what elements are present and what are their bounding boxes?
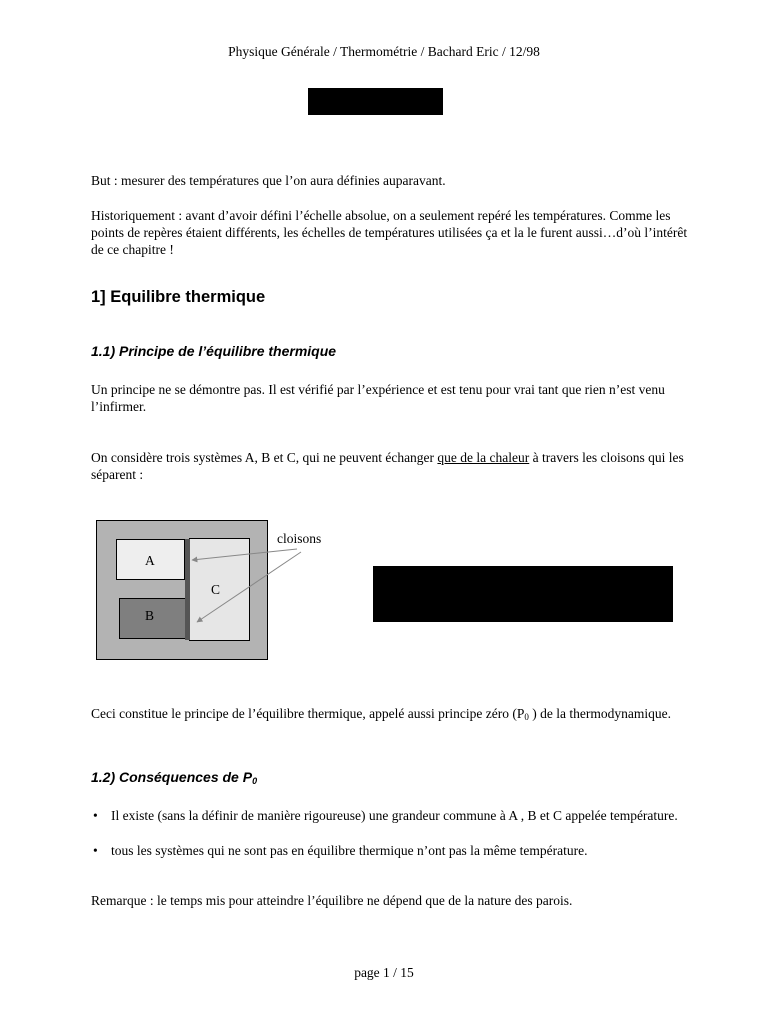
remark-paragraph: Remarque : le temps mis pour atteindre l’équilibre ne dépend que de la nature des parois. — [91, 893, 573, 908]
subscript-zero: 0 — [524, 712, 529, 722]
partition-wall — [185, 539, 190, 640]
bullet-icon: • — [93, 808, 98, 823]
list-item-text: Il existe (sans la définir de manière rigoureuse) une grandeur commune à A , B et C appelée température. — [111, 808, 678, 823]
underlined-phrase: que de la chaleur — [437, 450, 530, 465]
list-item — [91, 842, 691, 859]
consequences-list — [91, 807, 691, 859]
purpose-paragraph: But : mesurer des températures que l’on aura définies auparavant. — [91, 173, 446, 188]
section-heading: 1] Equilibre thermique — [91, 288, 266, 306]
subsection-heading-principle: 1.1) Principe de l’équilibre thermique — [91, 343, 337, 359]
page-header: Physique Générale / Thermométrie / Bachard Eric / 12/98 — [228, 44, 540, 59]
zeroth-law-paragraph — [91, 705, 691, 726]
redacted-title-block — [308, 88, 443, 115]
label-system-a: A — [145, 553, 155, 568]
list-item — [91, 807, 691, 824]
consequences-title-text: 1.2) Conséquences de P — [91, 769, 253, 785]
systems-diagram — [94, 518, 334, 664]
principle-paragraph: Un principe ne se démontre pas. Il est vérifié par l’expérience et est tenu pour vrai tant que rien n’est venu l’infirmer. — [91, 382, 665, 414]
zeroth-law-text-start: Ceci constitue le principe de l’équilibre thermique, appelé aussi principe zéro (P — [91, 706, 525, 721]
subsection-heading-consequences — [91, 769, 257, 786]
history-paragraph: Historiquement : avant d’avoir défini l’échelle absolue, on a seulement repéré les températures. Comme les points de repères étaient différents, les échelles de températures utilisées ça et la le furent aussi…d’où l’intérêt de ce chapitre ! — [91, 208, 688, 257]
redacted-caption-block — [373, 566, 673, 622]
bullet-icon: • — [93, 843, 98, 858]
systems-text-end: à travers les cloisons qui les séparent : — [91, 450, 684, 482]
label-system-b: B — [145, 608, 155, 623]
systems-text-start: On considère trois systèmes A, B et C, qui ne peuvent échanger — [91, 450, 438, 465]
systems-paragraph — [91, 449, 691, 483]
label-cloisons: cloisons — [277, 531, 322, 546]
subscript-zero: 0 — [252, 776, 258, 786]
zeroth-law-text-end: ) de la thermodynamique. — [528, 706, 671, 721]
page-number: page 1 / 15 — [354, 965, 414, 980]
label-system-c: C — [211, 582, 221, 597]
list-item-text: tous les systèmes qui ne sont pas en équilibre thermique n’ont pas la même température. — [111, 843, 588, 858]
